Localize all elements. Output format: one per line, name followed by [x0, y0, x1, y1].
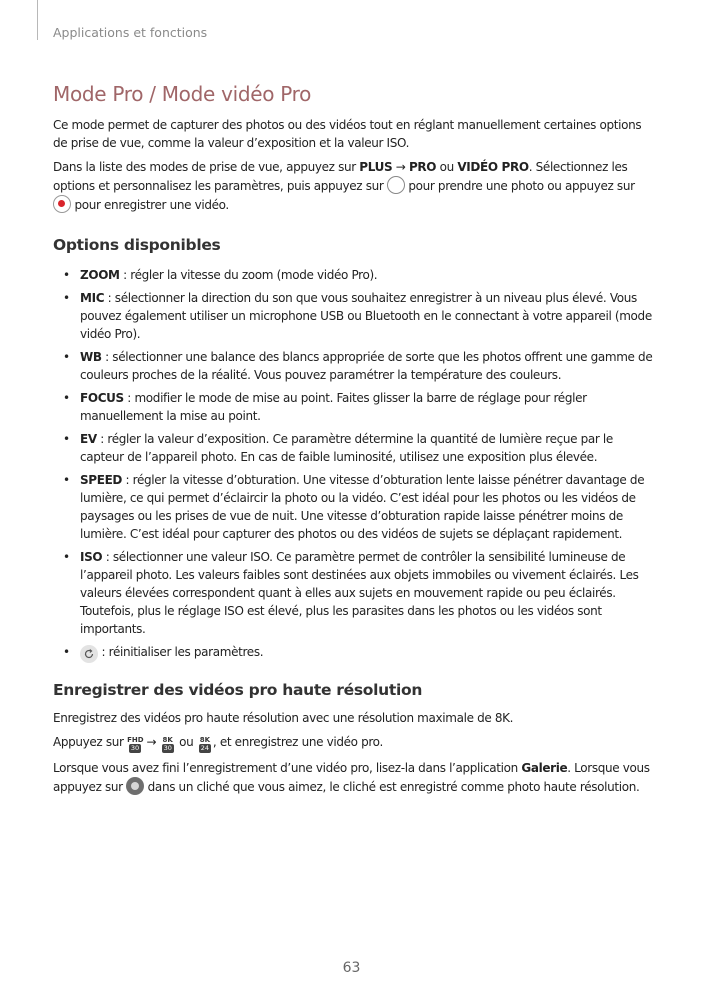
page-number: 63 [342, 960, 361, 976]
8k24-icon-fps: 24 [200, 744, 210, 752]
high-res-text-4: . Lorsque vous appuyez sur [53, 760, 650, 794]
option-text: : régler la vitesse du zoom (mode vidéo Pro). [119, 268, 378, 282]
option-term: FOCUS [80, 391, 124, 405]
bullet: • [63, 350, 70, 364]
8k30-icon-label: 8K [162, 736, 173, 744]
8k-30-icon [160, 737, 176, 753]
high-res-text-5: dans un cliché que vous aimez, le cliché est enregistré comme photo haute résolution. [144, 779, 640, 794]
high-res-or: ou [175, 735, 197, 749]
list-item [53, 266, 653, 284]
option-text: : sélectionner une balance des blancs appropriée de sorte que les photos offrent une gamme de couleurs proches de la réalité. Vous pouvez paramétrer la température des couleurs. [80, 350, 653, 382]
options-list [53, 266, 653, 663]
high-res-text-1: Appuyez sur [53, 735, 128, 749]
option-text: : modifier le mode de mise au point. Faites glisser la barre de réglage pour régler manuellement la mise au point. [80, 391, 587, 423]
option-term: ZOOM [80, 268, 120, 282]
high-res-text-2: , et enregistrez une vidéo pro. [212, 735, 383, 749]
option-text: : régler la vitesse d’obturation. Une vitesse d’obturation lente laisse pénétrer davantage de lumière, ce qui permet d’éclaircir la photo ou la vidéo. C’est idéal pour les photos ou les vidéos de paysages ou les prises de vue de nuit. Une vitesse d’obturation rapide laisse pénétrer moins de lumière. C’est idéal pour capturer des photos ou des vidéos de sujets se déplaçant rapidement. [80, 473, 645, 541]
instructions-text-3: pour prendre une photo ou appuyez sur [404, 179, 635, 193]
high-res-arrow: → [143, 735, 160, 749]
fhd-30-icon [127, 737, 143, 753]
bullet: • [63, 645, 70, 659]
list-item [53, 389, 653, 425]
instructions-paragraph [53, 158, 653, 214]
high-res-text-3: Lorsque vous avez fini l’enregistrement d’une vidéo pro, lisez-la dans l’application [53, 760, 522, 775]
bullet: • [63, 473, 70, 487]
video-pro-label: VIDÉO PRO [457, 160, 529, 174]
8k24-icon-label: 8K [199, 736, 211, 744]
intro-paragraph: Ce mode permet de capturer des photos ou des vidéos tout en réglant manuellement certaines options de prise de vue, comme la valeur d’exposition et la valeur ISO. [53, 118, 642, 150]
header-divider [37, 0, 38, 40]
fhd-icon-fps: 30 [130, 744, 140, 752]
high-res-capture-icon [126, 777, 144, 795]
bullet: • [63, 391, 70, 405]
reset-icon [80, 645, 98, 663]
option-text: : sélectionner la direction du son que vous souhaitez enregistrer à un niveau plus élevé. Vous pouvez également utiliser un microphone USB ou Bluetooth en le connectant à votre appareil (mode vidéo Pro). [80, 291, 652, 341]
list-item [53, 430, 653, 466]
high-res-paragraph-1: Enregistrez des vidéos pro haute résolution avec une résolution maximale de 8K. [53, 711, 514, 725]
page-title: Mode Pro / Mode vidéo Pro [53, 82, 312, 106]
option-text: : sélectionner une valeur ISO. Ce paramètre permet de contrôler la sensibilité lumineuse de l’appareil photo. Les valeurs faibles sont destinées aux objets immobiles ou vivement éclairés. Les valeurs élevées correspondent quant à elles aux sujets en mouvement rapide ou peu éclairés. Toutefois, plus le réglage ISO est élevé, plus les parasites dans les photos ou les vidéos sont importants. [80, 550, 639, 636]
bullet: • [63, 550, 70, 564]
or-text: ou [436, 160, 458, 174]
gallery-label: Galerie [521, 760, 568, 775]
option-term: WB [80, 350, 102, 364]
pro-label: PRO [408, 160, 437, 174]
instructions-text-4: pour enregistrer une vidéo. [71, 198, 229, 212]
high-res-heading: Enregistrer des vidéos pro haute résolution [53, 681, 423, 699]
arrow-text: → [392, 160, 409, 174]
8k30-icon-fps: 30 [163, 744, 172, 752]
bullet: • [63, 268, 70, 282]
8k-24-icon [197, 737, 213, 753]
list-item [53, 348, 653, 384]
list-item [53, 643, 653, 663]
option-term: MIC [80, 291, 105, 305]
main-content [53, 82, 653, 802]
instructions-text-2: . Sélectionnez les options et personnalisez les paramètres, puis appuyez sur [53, 160, 628, 193]
reset-text: : réinitialiser les paramètres. [98, 645, 264, 659]
list-item [53, 471, 653, 543]
option-term: EV [80, 432, 97, 446]
option-term: ISO [80, 550, 103, 564]
list-item [53, 548, 653, 638]
plus-label: PLUS [359, 160, 393, 174]
options-heading: Options disponibles [53, 236, 221, 254]
bullet: • [63, 291, 70, 305]
record-button-icon [53, 195, 71, 213]
section-header: Applications et fonctions [53, 25, 208, 40]
bullet: • [63, 432, 70, 446]
high-res-paragraph-2 [53, 733, 653, 753]
shutter-button-icon [387, 176, 405, 194]
option-term: SPEED [80, 473, 123, 487]
option-text: : régler la valeur d’exposition. Ce paramètre détermine la quantité de lumière reçue par le capteur de l’appareil photo. En cas de faible luminosité, utilisez une exposition plus élevée. [80, 432, 613, 464]
instructions-text-1: Dans la liste des modes de prise de vue, appuyez sur [53, 160, 360, 174]
list-item [53, 289, 653, 343]
fhd-icon-label: FHD [127, 736, 144, 744]
high-res-paragraph-3 [53, 759, 653, 796]
